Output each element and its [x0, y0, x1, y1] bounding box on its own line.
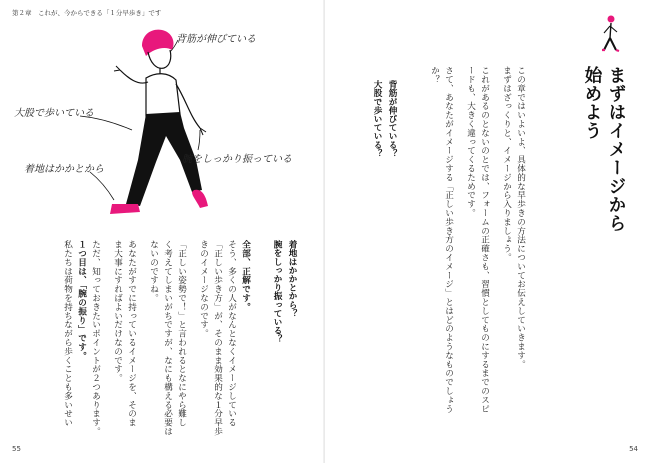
answer-line: 「正しい姿勢で！」と言われるとなにやら難し — [176, 240, 187, 427]
annotation-stride: 大股で歩いている — [14, 108, 94, 119]
walking-person-small-icon — [595, 14, 625, 62]
shirt-outline — [146, 74, 180, 116]
answer-line: きのイメージなのです。 — [198, 240, 209, 338]
page-heading-line-1: まずはイメージから — [606, 66, 626, 233]
answer-line: 「正しい歩き方」が、そのまま効果的な１分早歩 — [212, 240, 223, 436]
answer-line: 全部、正解です。 — [240, 240, 251, 312]
points-line: １つ目は、「腕の振り」です。 — [76, 240, 87, 361]
body-line: か？ — [429, 66, 440, 84]
annotation-back: 背筋が伸びている — [176, 34, 256, 45]
answer-line: そう、多くの人がなんとなくイメージしている — [226, 240, 237, 427]
page-number-left: 55 — [12, 445, 21, 453]
answer-line: ないのですね。 — [148, 240, 159, 303]
body-line: この章ではいよいよ、具体的な早歩きの方法についてお伝えしていきます。 — [515, 66, 526, 369]
answer-line: く考えてしまいがちですが、なにも構える必要は — [162, 240, 173, 436]
page-number-right: 54 — [629, 445, 638, 453]
face-outline — [148, 50, 171, 68]
answer-line: ま大事にすればよいだけなのです。 — [112, 240, 123, 383]
body-line: さて、あなたがイメージする「正しい歩き方のイメージ」とはどのようなものでしょう — [443, 66, 454, 414]
question-back: 背筋が伸びている？ — [387, 80, 397, 158]
annotation-heel: 着地はかかとから — [24, 164, 104, 175]
body-line: まずはざっくりと、イメージから入りましょう。 — [501, 66, 512, 262]
points-line: 私たちは荷物を持ちながら歩くことも多いせい — [62, 240, 73, 427]
pointer-arrow-icon — [90, 172, 114, 200]
annotation-arm: 腕をしっかり振っている — [182, 154, 292, 165]
body-line: これがあるのとないのとでは、フォームの正確さも、習慣としてものにするまでのスピ — [479, 66, 490, 414]
front-shoe — [192, 190, 208, 208]
chapter-header: 第２章 これが、今からできる「１分早歩き」です — [12, 9, 162, 17]
back-shoe — [110, 204, 140, 214]
question-stride: 大股で歩いている？ — [372, 80, 382, 158]
page-heading-line-2: 始めよう — [582, 66, 602, 140]
answer-line: あなたがすでに持っているイメージを、そのま — [126, 240, 137, 427]
points-line: ただ、知っておきたいポイントが２つあります。 — [90, 240, 101, 436]
question-heel: 着地はかかとから？ — [287, 240, 297, 318]
pointer-arrow-icon — [198, 130, 200, 150]
back-arm — [120, 70, 148, 83]
question-arm: 腕をしっかり振っている？ — [272, 240, 282, 344]
right-page — [325, 0, 650, 463]
hair-shape — [142, 30, 174, 56]
body-line: ードも、大きく違ってくるためです。 — [465, 66, 476, 218]
